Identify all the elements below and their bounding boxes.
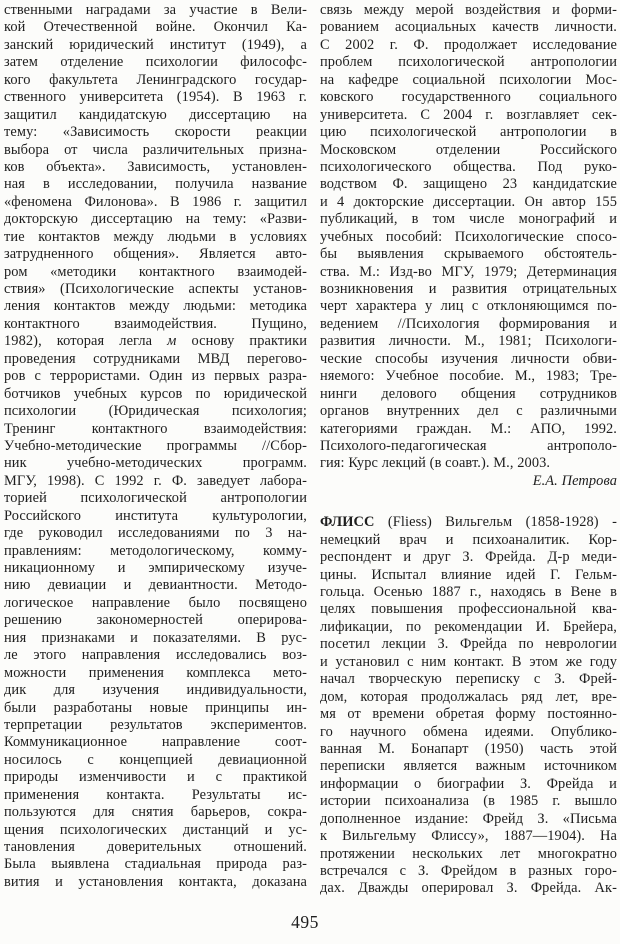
text-line: дик для изучения индивидуальности,	[4, 682, 307, 699]
text-line: посетил лекции З. Фрейда по неврологии	[320, 636, 617, 653]
text-line: Тренинг контактного взаимодействия:	[4, 420, 307, 437]
text-line: ственного университета (1954). В 1963 г.	[4, 89, 307, 106]
text-line: можности применения комплекса мето-	[4, 664, 307, 681]
text-line: ров с террористами. Один из первых разра-	[4, 368, 307, 385]
text-line: ства. М.: Изд-во МГУ, 1979; Детерминация	[320, 263, 617, 280]
text-line: выбора от числа различительных призна-	[4, 141, 307, 158]
text-line: защитил кандидатскую диссертацию на	[4, 106, 307, 123]
text-line: тановления доверительных отношений.	[4, 839, 307, 855]
text-line: С 2002 г. Ф. продолжает исследование	[320, 36, 617, 53]
text-line: нию девиации и девиантности. Методо-	[4, 577, 307, 594]
text-line: черт характера у лиц с отклоняющимся по-	[320, 298, 617, 315]
text-line: проблем психологической антропологии	[320, 54, 617, 71]
text-line: водством Ф. защищено 23 кандидатские	[320, 176, 617, 193]
text-line: органов внутренних дел с различными	[320, 403, 617, 420]
text-line: кой Отечественной войне. Окончил Ка-	[4, 19, 307, 36]
text-line: няемого: Учебное пособие. М., 1983; Тре-	[320, 368, 617, 385]
text-line: МГУ, 1998). С 1992 г. Ф. заведует лабора-	[4, 472, 307, 489]
text-line: затем отделение психологии философс-	[4, 54, 307, 71]
text-line: где руководил исследованиями по 3 на-	[4, 525, 307, 542]
text-line: целях повышения профессиональной ква-	[320, 601, 617, 618]
text-line: ковского государственного социального	[320, 89, 617, 106]
text-line: докторскую диссертацию на тему: «Разви-	[4, 211, 307, 228]
text-line: учебных пособий: Психологические спосо-	[320, 228, 617, 245]
text-line: нинги делового общения сотрудников	[320, 385, 617, 402]
text-line: кого факультета Ленинградского государ-	[4, 71, 307, 88]
author-signature: Е.А. Петрова	[532, 472, 617, 489]
text-line: Была выявлена стадиальная природа раз-	[4, 856, 307, 873]
text-line: щения психологических дистанций и ус-	[4, 821, 307, 838]
page-number: 495	[291, 912, 319, 932]
text-line: занский юридический институт (1949), а	[4, 36, 307, 53]
text-line: ванная М. Бонапарт (1950) часть этой	[320, 740, 617, 757]
text-line: бы выявления скрываемого обстоятель-	[320, 246, 617, 263]
text-line: контактного взаимодействия. Пущино,	[4, 315, 307, 332]
text-line: рованием асоциальных качеств личности.	[320, 19, 617, 36]
text-line: торией психологической антропологии	[4, 490, 307, 507]
text-line: психологии (Юридическая психология;	[4, 403, 307, 420]
text-line: возникновения и развития отрицательных	[320, 281, 617, 297]
text-line: Психолого-педагогическая антрополо-	[320, 437, 617, 454]
text-line: никационному и эмпирическому изуче-	[4, 560, 307, 576]
text-line: ром «методики контактного взаимодей-	[4, 263, 307, 280]
text-line: гия: Курс лекций (в соавт.). М., 2003.	[320, 455, 551, 472]
text-line: терпретации результатов экспериментов.	[4, 716, 307, 733]
text-line: ческие способы изучения личности обви-	[320, 350, 617, 367]
text-line: мя от времени обретая форму постоянно-	[320, 706, 617, 723]
text-line: и 4 докторские диссертации. Он автор 155	[320, 193, 617, 210]
entry-headword: ФЛИСС	[320, 514, 375, 531]
text-line: респондент и друг З. Фрейда. Д-р меди-	[320, 549, 617, 566]
text-line: были разработаны новые принципы ин-	[4, 699, 307, 716]
text-line: тие контактов между людьми в условиях	[4, 228, 307, 245]
text-line: начал творческую переписку с З. Фрей-	[320, 671, 617, 688]
text-line: логическое направление было посвящено	[4, 594, 307, 611]
right-column	[320, 2, 617, 898]
text-line: тему: «Зависимость скорости реакции	[4, 124, 307, 141]
text-line: Московском отделении Российского	[320, 141, 617, 158]
text-line: истории психоанализа (в 1985 г. вышло	[320, 793, 617, 810]
text-line: немецкий врач и психоаналитик. Кор-	[320, 531, 617, 548]
text-line: встречался с З. Фрейдом в разных горо-	[320, 863, 617, 879]
text-line: протяжении нескольких лет многократно	[320, 845, 617, 862]
text-line: переписки является важным источником	[320, 758, 617, 775]
text-line: применения контакта. Результаты ис-	[4, 786, 307, 803]
text-line: развития личности. М., 1981; Психологи-	[320, 333, 617, 350]
text-line: информации о биографии З. Фрейда и	[320, 775, 617, 792]
text-segment: 1982), которая легла	[4, 333, 168, 350]
text-columns	[4, 2, 617, 898]
text-line: го научного обмена идеями. Опублико-	[320, 723, 617, 740]
text-line: затрудненного общения». Является авто-	[4, 246, 307, 263]
text-line: дом, которая продолжалась ряд лет, вре-	[320, 688, 617, 705]
text-line: ления контактов между людьми: методика	[4, 298, 307, 315]
text-segment: м	[167, 333, 177, 350]
text-line: гольца. Осенью 1887 г., находясь в Вене в	[320, 584, 617, 600]
text-line: ник учебно-методических программ.	[4, 455, 307, 472]
text-line	[4, 333, 307, 350]
text-segment: (Fliess) Вильгельм (1858-1928) -	[374, 514, 617, 531]
text-line: лификации, по рекомендации И. Брейера,	[320, 618, 617, 635]
entry-gap	[320, 490, 617, 514]
text-line: дах. Дважды оперировал З. Фрейда. Ак-	[320, 880, 617, 897]
text-line: на кафедре социальной психологии Мос-	[320, 71, 617, 88]
text-line: Российского института культурологии,	[4, 507, 307, 524]
text-segment: основу практики	[176, 333, 307, 350]
text-line: проведения сотрудниками МВД перегово-	[4, 350, 307, 367]
text-line: правлениям: методологическому, комму-	[4, 542, 307, 559]
text-line: пользуются для снятия барьеров, сокра-	[4, 804, 307, 821]
text-line: ведением //Психология формирования и	[320, 315, 617, 332]
text-line: ствия» (Психологические аспекты установ-	[4, 281, 307, 297]
text-line: природы изменчивости и с практикой	[4, 769, 307, 786]
entry-headword-line	[320, 514, 617, 531]
text-line: Коммуникационное направление соот-	[4, 734, 307, 751]
text-line: и установил с ним контакт. В этом же году	[320, 653, 617, 670]
text-line: цины. Испытал влияние идей Г. Гельм-	[320, 566, 617, 583]
text-line: ния признаками и показателями. В рус-	[4, 629, 307, 646]
left-column	[4, 2, 307, 898]
text-line: психологического общества. Под руко-	[320, 158, 617, 175]
text-line: ков объекта». Зависимость, установлен-	[4, 158, 307, 175]
text-line: дополненное издание: Фрейд З. «Письма	[320, 810, 617, 827]
text-line: ботчиков учебных курсов по юридической	[4, 385, 307, 402]
text-line: связь между мерой воздействия и форми-	[320, 2, 617, 18]
text-line: к Вильгельму Флиссу», 1887—1904). На	[320, 828, 617, 845]
text-line: университета. С 2004 г. возглавляет сек-	[320, 106, 617, 123]
text-line: решению закономерностей оперирова-	[4, 612, 307, 629]
text-line: «феномена Филонова». В 1986 г. защитил	[4, 193, 307, 210]
text-line: публикаций, в том числе монографий и	[320, 211, 617, 228]
text-line: ственными наградами за участие в Вели-	[4, 2, 307, 18]
text-line: цию психологической антропологии в	[320, 124, 617, 141]
text-line: Учебно-методические программы //Сбор-	[4, 437, 307, 454]
text-line: ная в исследовании, получила название	[4, 176, 307, 193]
text-line: категориями граждан. М.: АПО, 1992.	[320, 420, 617, 437]
text-line: вития и установления контакта, доказана	[4, 873, 307, 890]
text-line: носилось с концепцией девиационной	[4, 751, 307, 768]
text-line: ле этого направления исследовались воз-	[4, 647, 307, 664]
